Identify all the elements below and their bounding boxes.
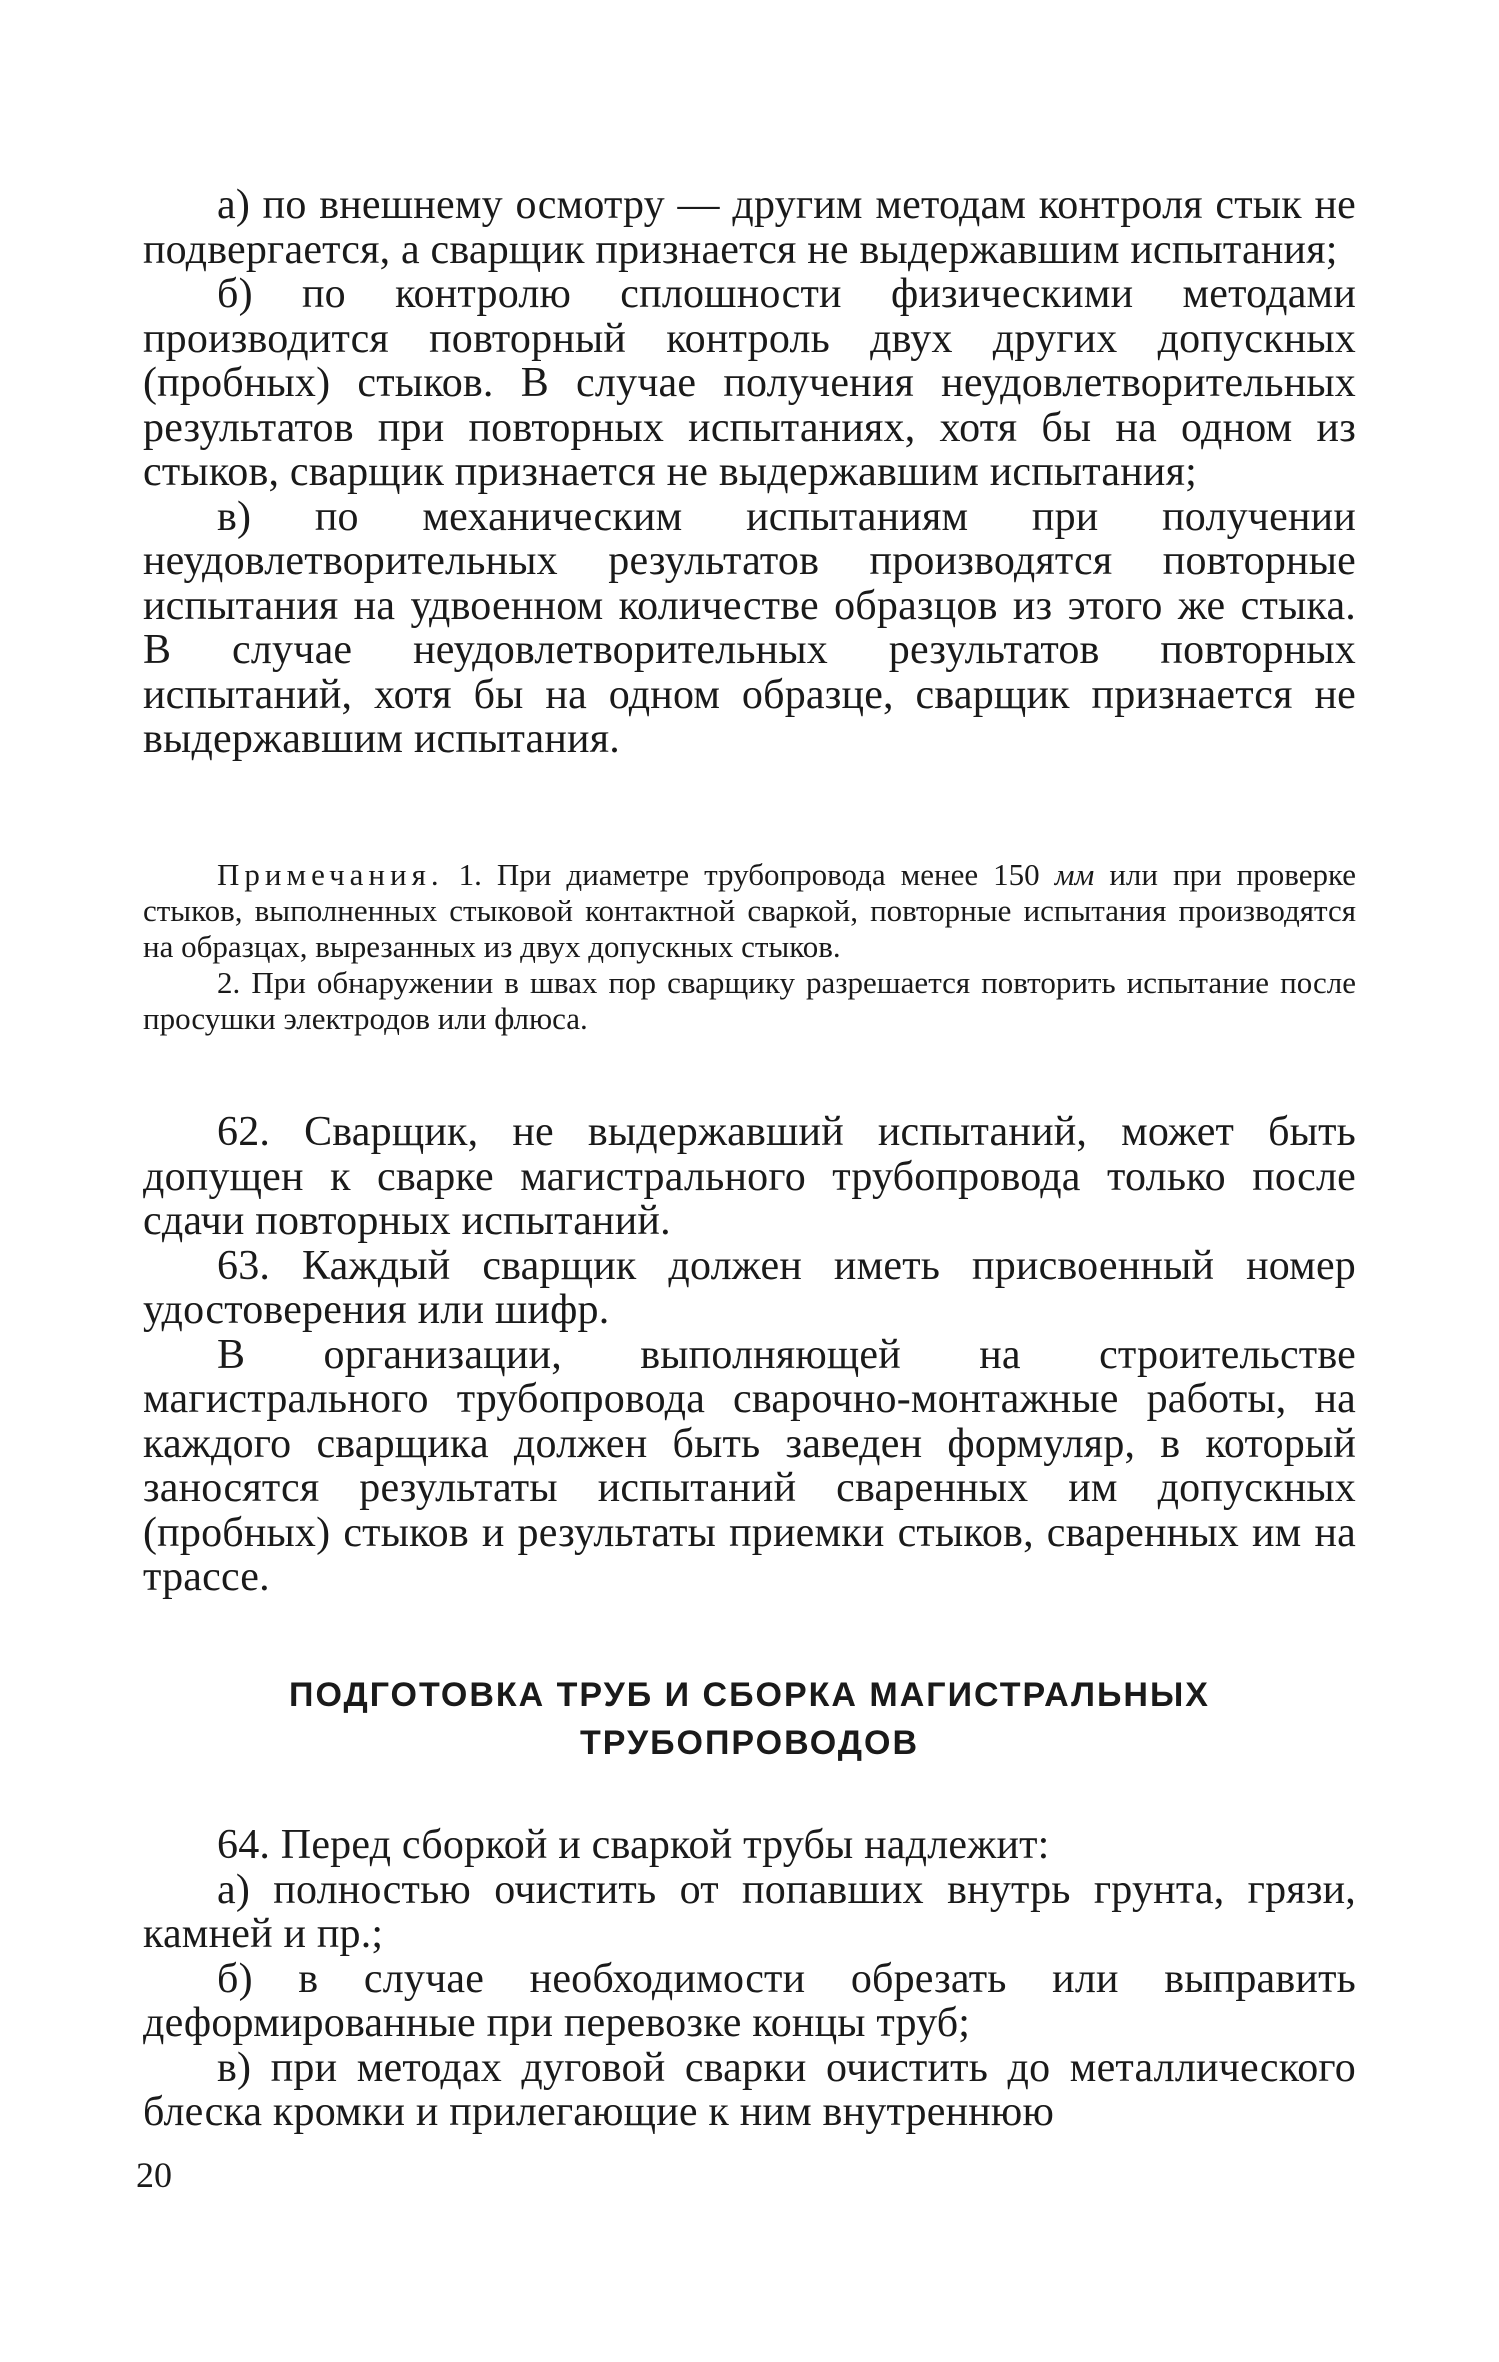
paragraph-64: 64. Перед сборкой и сваркой трубы надлежит: [217, 1822, 1050, 1868]
paragraph-64a: а) полностью очистить от попавших внутрь грунта, грязи, камней и пр.; [143, 1866, 1356, 1957]
note-1 [143, 857, 1356, 965]
pipe-preparation-block [143, 1823, 1356, 2135]
section-heading-line-2: ТРУБОПРОВОДОВ [579, 1724, 920, 1762]
paragraph-64b: б) в случае необходимости обрезать или выправить деформированные при перевозке концы труб; [143, 1955, 1356, 2046]
welder-rules-block [143, 1110, 1356, 1600]
paragraph-mechanical-tests: в) по механическим испытаниям при получении неудовлетворительных результатов производятся повторные испытания на удвоенном количестве образцов из этого же стыка. В случае неудовлетворительных результатов повторных испытаний, хотя бы на одном образце, сварщик признается не выдержавшим испытания. [143, 493, 1356, 762]
paragraph-64v: в) при методах дуговой сварки очистить до металлического блеска кромки и прилегающие к ним внутреннюю [143, 2044, 1356, 2135]
retest-rules-block [143, 183, 1356, 762]
paragraph-visual-inspection: а) по внешнему осмотру — другим методам контроля стык не подвергается, а сварщик признается не выдержавшим испытания; [143, 182, 1356, 273]
note-1-text-b: или при проверке стыков, выполненных стыковой контактной сваркой, повторные испытания производятся на образцах, вырезанных из двух допускных стыков. [143, 857, 1357, 964]
notes-label: Примечания. [217, 857, 444, 892]
page-number: 20 [136, 2155, 172, 2195]
note-1-text-a: 1. При диаметре трубопровода менее 150 [458, 857, 1040, 892]
section-heading [143, 1671, 1356, 1767]
paragraph-physical-methods: б) по контролю сплошности физическими методами производится повторный контроль двух других допускных (пробных) стыков. В случае получения неудовлетворительных результатов при повторных испытаниях, хотя бы на одном из стыков, сварщик признается не выдержавшим испытания; [143, 271, 1356, 495]
section-heading-line-1: ПОДГОТОВКА ТРУБ И СБОРКА МАГИСТРАЛЬНЫХ [289, 1676, 1210, 1714]
paragraph-welder-record: В организации, выполняющей на строительстве магистрального трубопровода сварочно-монтажные работы, на каждого сварщика должен быть заведен формуляр, в который заносятся результаты испытаний сваренных им допускных (пробных) стыков и результаты приемки стыков, сваренных им на трассе. [143, 1331, 1356, 1600]
note-1-unit: мм [1054, 857, 1095, 892]
paragraph-62: 62. Сварщик, не выдержавший испытаний, может быть допущен к сварке магистрального трубопровода только после сдачи повторных испытаний. [143, 1109, 1356, 1244]
paragraph-63: 63. Каждый сварщик должен иметь присвоенный номер удостоверения или шифр. [143, 1242, 1356, 1333]
note-2: 2. При обнаружении в швах пор сварщику разрешается повторить испытание после просушки электродов или флюса. [143, 965, 1356, 1036]
notes-block [143, 857, 1356, 1037]
